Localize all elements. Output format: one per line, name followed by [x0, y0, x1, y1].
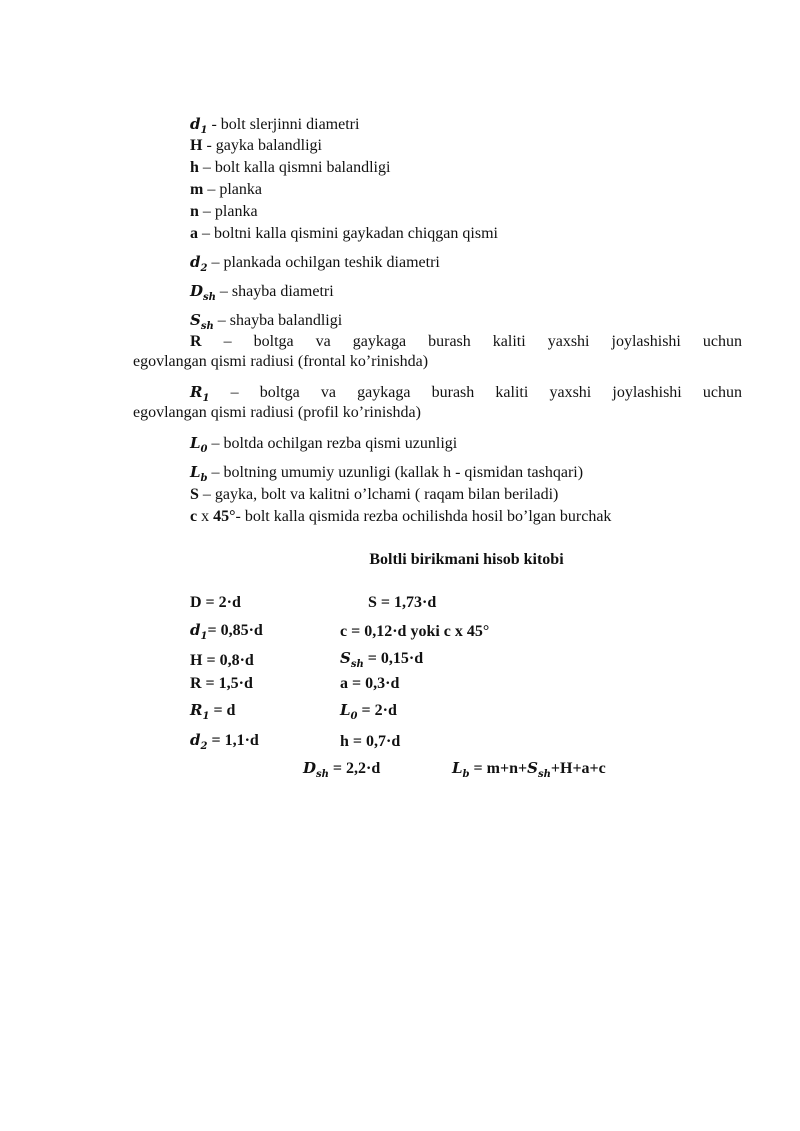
def-L0: $L_0$ – boltda ochilgan rezba qismi uzunligi: [190, 434, 458, 455]
formula-R1: $R_1 = d$: [190, 701, 236, 722]
def-R1: $R_1$ – boltga va gaykaga burash kaliti yaxshi joylashishi uchun: [190, 383, 742, 404]
formula-d2: $d_2 = 1,1\cdot d$: [190, 731, 259, 752]
def-n: n – planka: [190, 203, 258, 220]
formula-h: h = 0,7·d: [340, 733, 401, 750]
formula-Lb: $L_b = m+n+S_{sh}+H+a+c$: [452, 759, 606, 780]
formula-S: S = 1,73·d: [368, 594, 437, 611]
def-R: R – boltga va gaykaga burash kaliti yaxshi joylashishi uchun: [190, 333, 742, 350]
formula-R: R = 1,5·d: [190, 675, 253, 692]
formula-Dsh: $D_{sh} = 2,2\cdot d$: [303, 759, 381, 780]
symbol-d1: $d_1$: [190, 115, 208, 136]
def-m: m – planka: [190, 181, 262, 198]
formula-H: H = 0,8·d: [190, 652, 254, 669]
section-title: Boltli birikmani hisob kitobi: [369, 551, 564, 568]
formula-L0: $L_0 = 2\cdot d$: [340, 701, 397, 722]
symbol-Dsh: $D_{sh}$: [190, 282, 216, 303]
def-R1-cont: egovlangan qismi radiusi (profil ko’rinishda): [133, 404, 421, 421]
def-c45: c x 45°- bolt kalla qismida rezba ochilishda hosil bo’lgan burchak: [190, 508, 612, 525]
formula-a: a = 0,3·d: [340, 675, 400, 692]
def-text: bolt slerjinni diametri: [220, 116, 360, 133]
def-a: a – boltni kalla qismini gaykadan chiqgan qismi: [190, 225, 498, 242]
symbol-Ssh: $S_{sh}$: [190, 311, 214, 332]
formula-D: D = 2·d: [190, 594, 241, 611]
def-R-cont: egovlangan qismi radiusi (frontal ko’rinishda): [133, 353, 429, 370]
formula-Ssh: $S_{sh} = 0,15\cdot d$: [340, 649, 424, 670]
symbol-R1: $R_1$: [190, 383, 210, 404]
formula-d1: $d_1= 0,85\cdot d$: [190, 621, 263, 642]
def-d1: $d_1$ - bolt slerjinni diametri: [190, 115, 360, 136]
def-Lb: $L_b$ – boltning umumiy uzunligi (kallak h - qismidan tashqari): [190, 463, 584, 484]
def-H: H - gayka balandligi: [190, 137, 322, 154]
def-d2: $d_2$ – plankada ochilgan teshik diametri: [190, 253, 440, 274]
symbol-d2: $d_2$: [190, 253, 208, 274]
def-h: h – bolt kalla qismni balandligi: [190, 159, 391, 176]
def-Ssh: $S_{sh}$ – shayba balandligi: [190, 311, 343, 332]
formula-c: c = 0,12·d yoki c x 45°: [340, 623, 490, 640]
def-S: S – gayka, bolt va kalitni o’lchami ( raqam bilan beriladi): [190, 486, 559, 503]
def-Dsh: $D_{sh}$ – shayba diametri: [190, 282, 334, 303]
symbol-Lb: $L_b$: [190, 463, 208, 484]
symbol-L0: $L_0$: [190, 434, 208, 455]
